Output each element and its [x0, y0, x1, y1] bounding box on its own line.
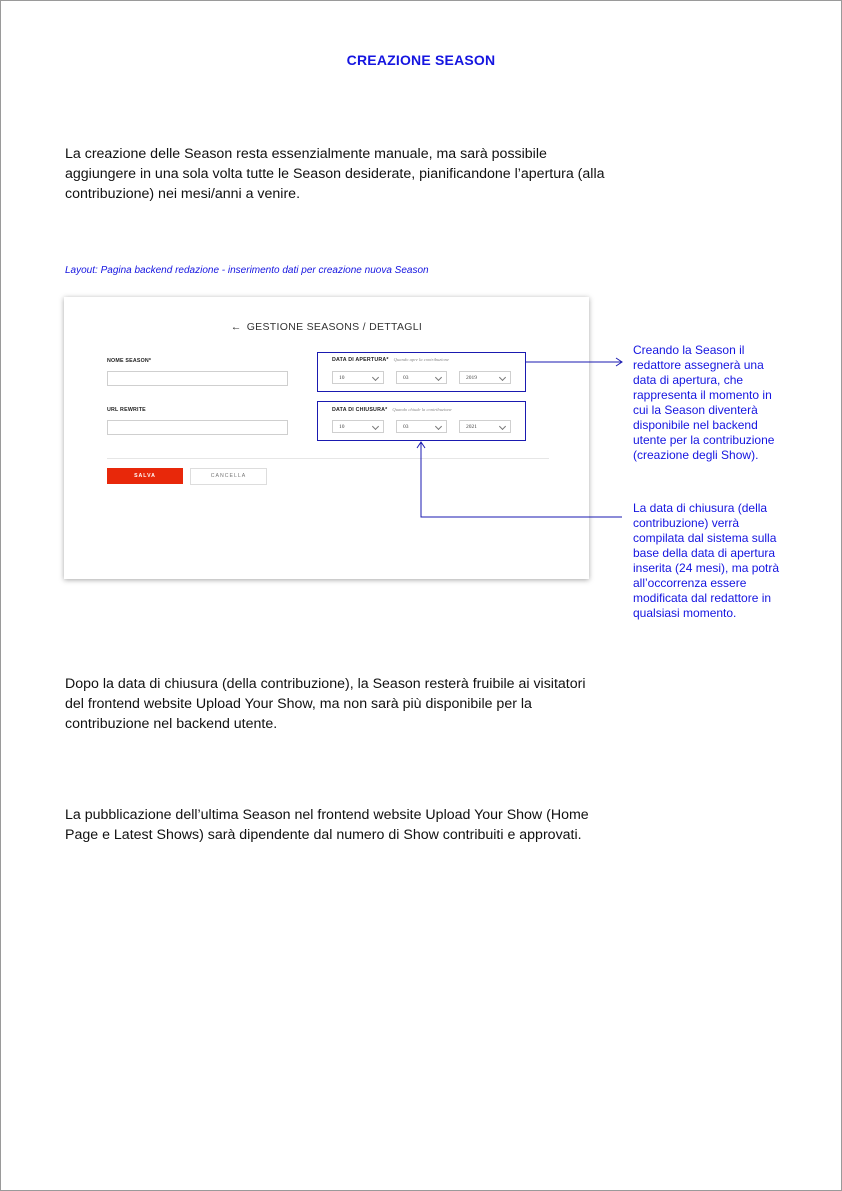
- cancel-button[interactable]: CANCELLA: [190, 468, 267, 485]
- closing-date-annotation: La data di chiusura (della contribuzione) verrà compilata dal sistema sulla base della data di apertura inserita (24 mesi), ma potrà all’occorrenza essere modificata dal redattore in qualsiasi momento.: [633, 501, 780, 620]
- url-rewrite-label: URL REWRITE: [107, 407, 146, 413]
- opening-date-hint: Quando apre la contribuzione: [393, 357, 450, 362]
- opening-date-label: DATA DI APERTURA* Quando apre la contribuzione: [332, 357, 450, 363]
- layout-caption: Layout: Pagina backend redazione - inserimento dati per creazione nuova Season: [65, 265, 429, 276]
- closing-date-label: DATA DI CHIUSURA* Quando chiude la contribuzione: [332, 407, 452, 413]
- closing-day-select[interactable]: 10: [332, 420, 384, 433]
- opening-date-annotation: Creando la Season il redattore assegnerà una data di apertura, che rappresenta il momento in cui la Season diventerà disponibile nel backend utente per la contribuzione (creazione degli Show).: [633, 343, 775, 462]
- closing-month-select[interactable]: 03: [396, 420, 447, 433]
- closing-connector-line: [421, 442, 622, 517]
- page-title: CREAZIONE SEASON: [346, 52, 496, 68]
- form-header-title: GESTIONE SEASONS / DETTAGLI: [246, 321, 423, 333]
- publication-paragraph: La pubblicazione dell’ultima Season nel frontend website Upload Your Show (Home Page e Latest Shows) sarà dipendente dal numero di Show contribuiti e approvati.: [65, 807, 589, 843]
- save-button[interactable]: SALVA: [107, 468, 183, 484]
- closing-paragraph: Dopo la data di chiusura (della contribuzione), la Season resterà fruibile ai visitatori del frontend website Upload Your Show, ma non sarà più disponibile per la contribuzione nel backend utente.: [65, 676, 586, 732]
- closing-date-hint: Quando chiude la contribuzione: [392, 407, 452, 412]
- closing-year-select[interactable]: 2021: [459, 420, 511, 433]
- opening-month-select[interactable]: 03: [396, 371, 447, 384]
- opening-year-select[interactable]: 2019: [459, 371, 511, 384]
- back-arrow-icon[interactable]: ←: [230, 321, 242, 333]
- season-name-label: NOME SEASON*: [107, 358, 152, 364]
- intro-paragraph: La creazione delle Season resta essenzialmente manuale, ma sarà possibile aggiungere in una sola volta tutte le Season desiderate, pianificandone l’apertura (alla contribuzione) nei mesi/anni a venire.: [65, 146, 605, 202]
- opening-day-select[interactable]: 10: [332, 371, 384, 384]
